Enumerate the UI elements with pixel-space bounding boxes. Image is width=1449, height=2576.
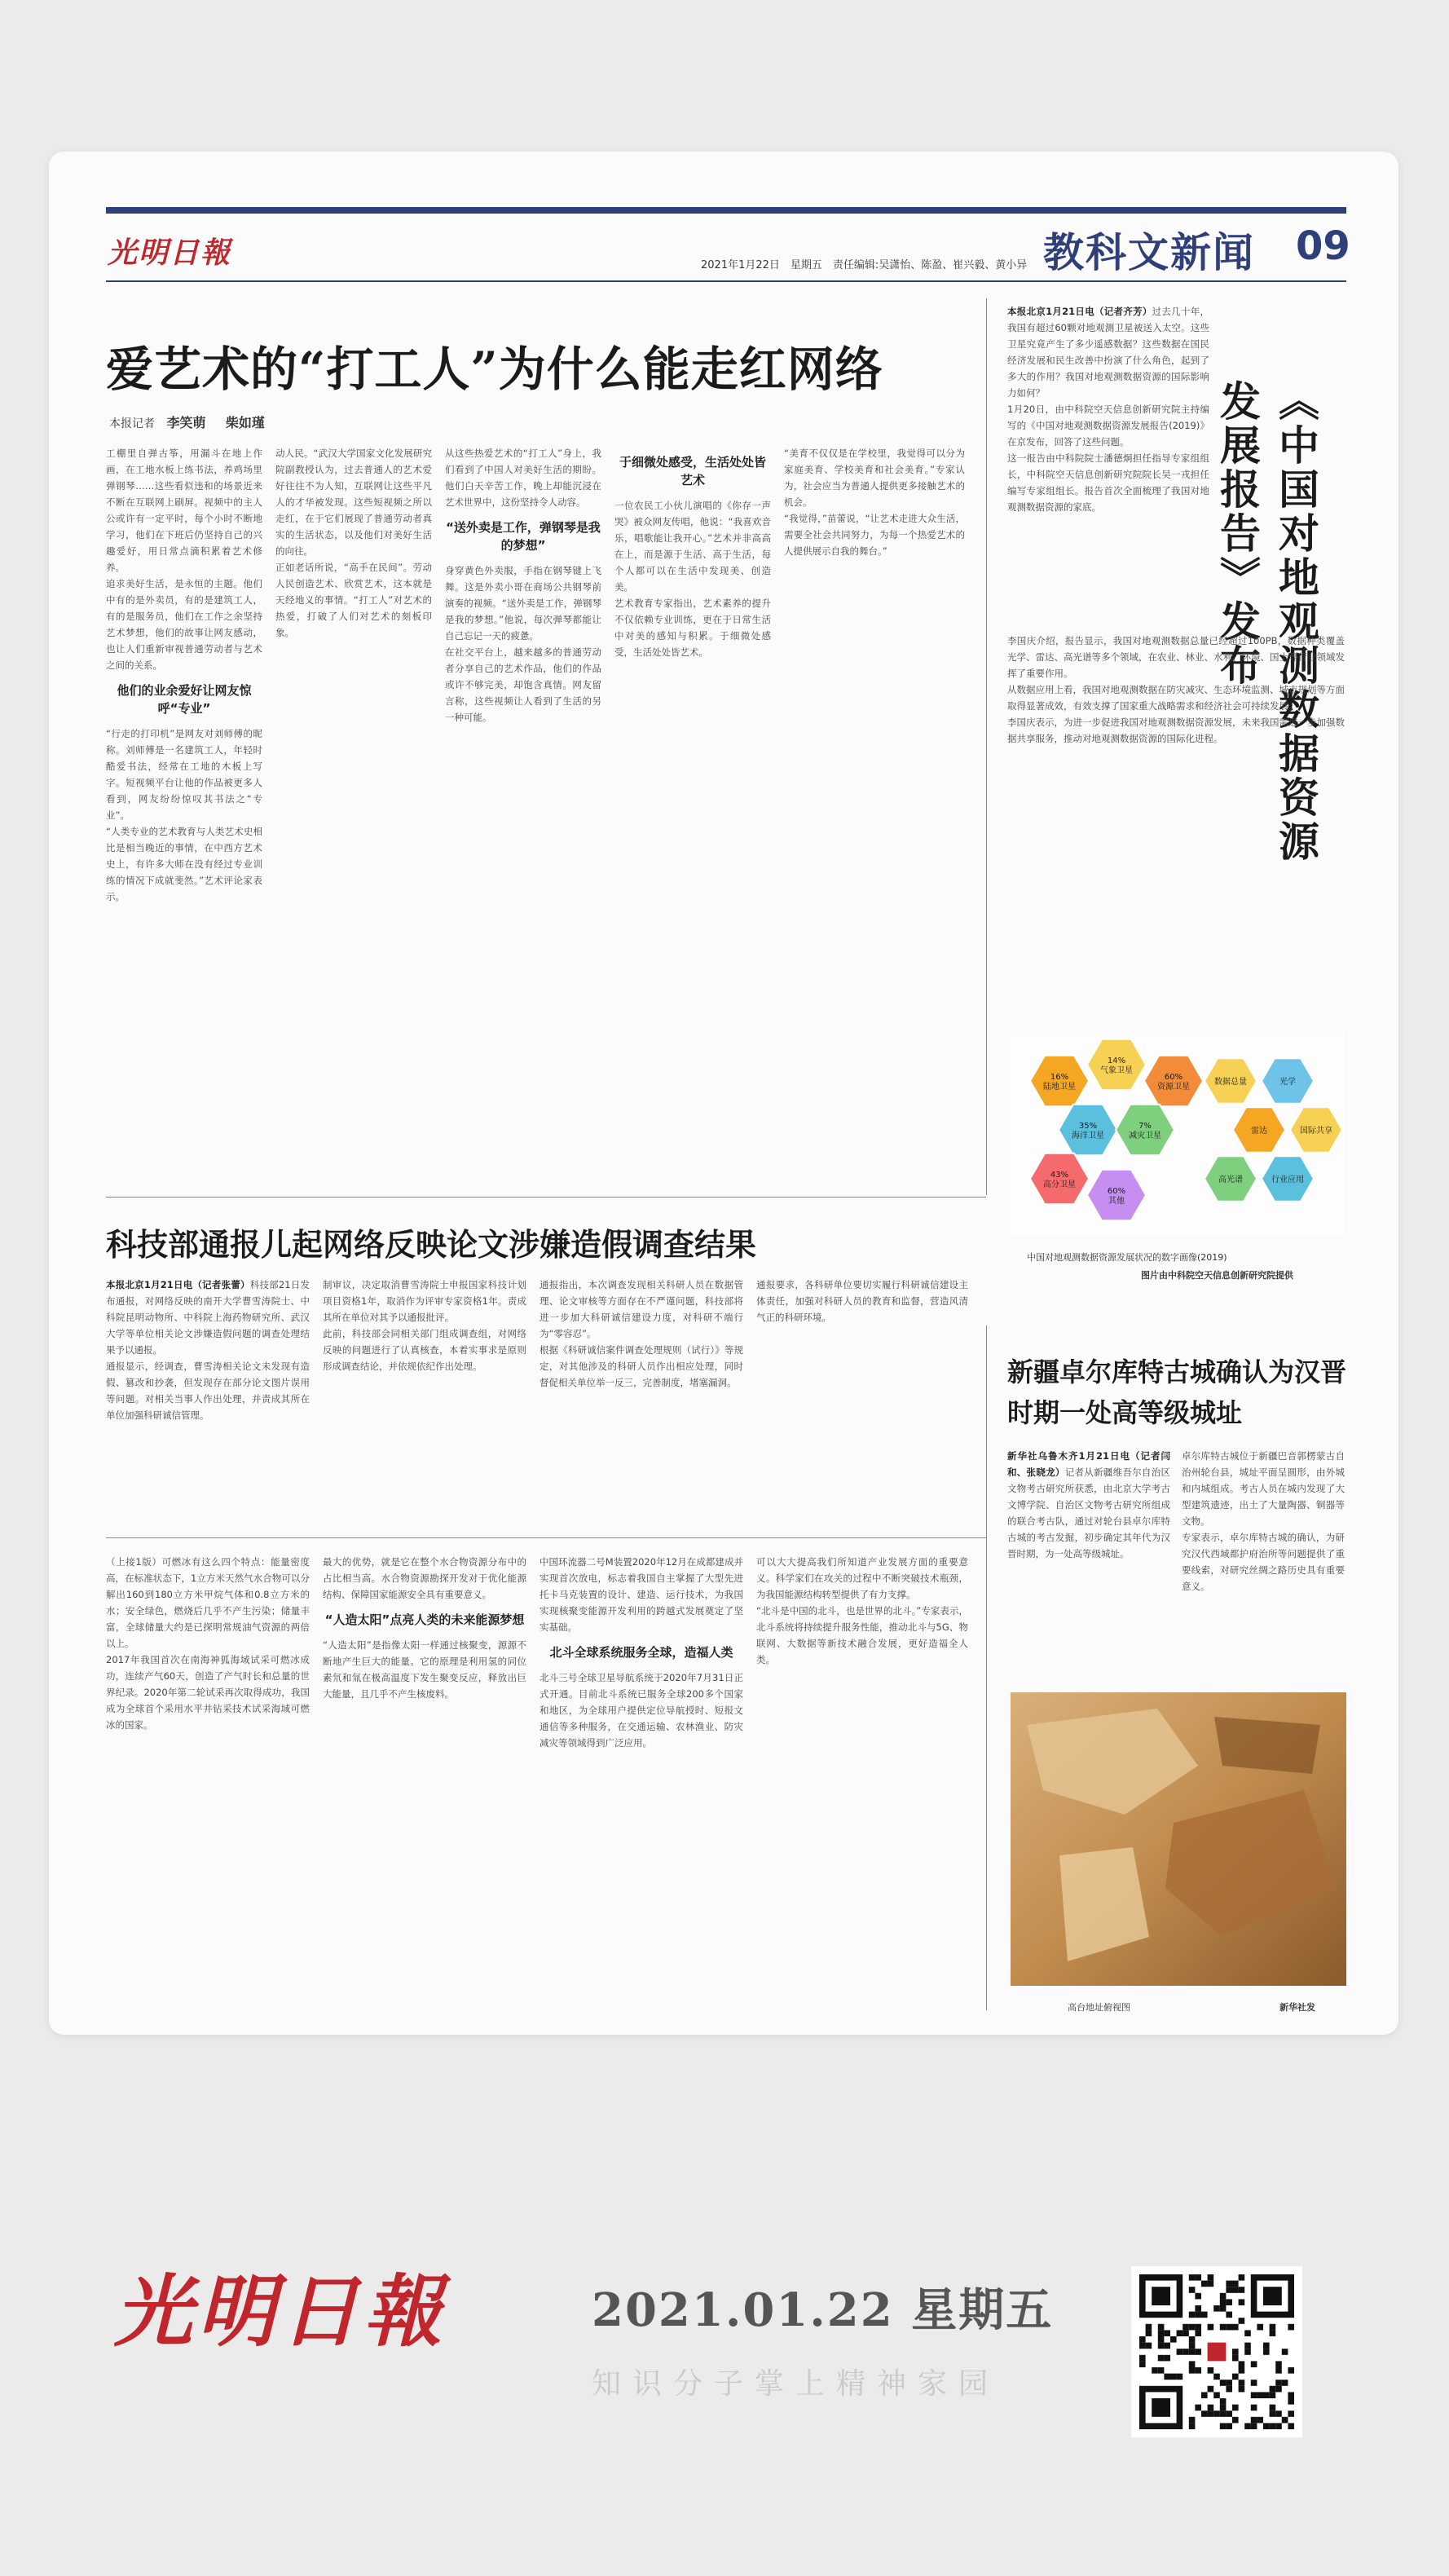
qr-module [1257,2417,1263,2424]
qr-module [1220,2324,1227,2331]
story2-lead-dateline: 本报北京1月21日电（记者齐芳） [1007,306,1152,317]
story3-column-3 [540,1277,743,1521]
qr-module [1158,2324,1165,2331]
qr-module [1208,2386,1214,2393]
qr-module [1275,2386,1282,2393]
qr-module [1189,2343,1196,2349]
paragraph: 李国庆介绍，报告显示，我国对地观测数据总量已经超过100PB，数据种类覆盖光学、雷达、高光谱等多个领域，在农业、林业、水利、环境、国土等行业领域发挥了重要作用。 [1007,635,1345,679]
qr-module [1275,2361,1282,2367]
story2-headline: 《中国对地观测数据资源发展报告》发布 [1213,380,1320,864]
qr-module [1189,2336,1196,2343]
author-name: 柴如瑾 [225,415,265,430]
qr-module [1270,2411,1276,2417]
story2-infographic [1011,1032,1345,1236]
qr-module [1220,2299,1227,2305]
qr-module [1189,2361,1196,2367]
paragraph: 通报要求，各科研单位要切实履行科研诚信建设主体责任，加强对科研人员的教育和监督，营造风清气正的科研环境。 [756,1279,968,1323]
qr-module [1195,2305,1201,2312]
story4-column-2 [1182,1448,1345,1684]
infographic-hex-right-label: 光学 [1279,1078,1296,1087]
qr-module [1189,2349,1196,2355]
story4-photo [1011,1692,1346,1986]
infographic-hex-right-label: 国际共享 [1300,1127,1332,1136]
story1-column-5 [784,445,965,1162]
qr-module [1232,2281,1239,2287]
qr-module [1146,2324,1152,2331]
story1-byline [109,412,273,431]
paragraph: 卓尔库特古城位于新疆巴音郭楞蒙古自治州轮台县，城址平面呈圆形，由外城和内城组成。考古人员在城内发现了大型建筑遗迹，出土了大量陶器、铜器等文物。 [1182,1450,1345,1527]
qr-code[interactable] [1131,2266,1302,2437]
qr-module [1226,2380,1232,2386]
qr-module [1177,2374,1183,2380]
infographic-hex-left-label: 海洋卫星 [1072,1131,1104,1140]
paragraph: “人造太阳”是指像太阳一样通过核聚变，源源不断地产生巨大的能量。它的原理是利用氢的同位素氘和氚在极高温度下发生聚变反应，释放出巨大能量，且几乎不产生核废料。 [323,1639,526,1700]
paragraph: 最大的优势，就是它在整个水合物资源分布中的占比相当高。水合物资源勘探开发对于优化能源结构、保障国家能源安全具有重要意义。 [323,1556,526,1600]
qr-module [1239,2361,1245,2367]
qr-module [1226,2324,1232,2331]
qr-module [1263,2349,1270,2355]
infographic-hex-right-label: 雷达 [1251,1127,1267,1136]
qr-module [1177,2349,1183,2355]
qr-module [1220,2398,1227,2405]
qr-module [1288,2367,1294,2374]
paragraph: “行走的打印机”是网友对刘师傅的昵称。刘师傅是一名建筑工人，年轻时酷爱书法，经常在工地的木板上写字。短视频平台让他的作品被更多人看到，网友纷纷惊叹其书法之“专业”。 [106,728,262,821]
qr-module [1213,2374,1220,2380]
qr-module [1275,2411,1282,2417]
qr-module [1270,2405,1276,2411]
masthead-dateline: 2021年1月22日 星期五 责任编辑:吴潇怡、陈盈、崔兴毅、黄小异 [701,259,1028,271]
byline-label: 本报记者 [109,417,155,430]
qr-module [1270,2392,1276,2398]
qr-pattern [1139,2274,1294,2429]
infographic-hex-left-label: 43% [1050,1171,1069,1180]
qr-module [1195,2274,1201,2281]
photo-caption: 高台地址俯视图 [1068,2002,1130,2013]
author-name: 李笑萌 [166,415,206,430]
qr-module [1263,2392,1270,2398]
infographic-hex-left-label: 陆地卫星 [1043,1083,1076,1092]
paragraph: 专家表示，卓尔库特古城的确认，为研究汉代西域都护府治所等问题提供了重要线索，对研究丝绸之路历史具有重要意义。 [1182,1532,1345,1592]
qr-module [1282,2349,1288,2355]
qr-module [1201,2411,1208,2417]
qr-module [1213,2305,1220,2312]
qr-module [1288,2411,1294,2417]
paragraph: 工棚里自弹古筝，用漏斗在地上作画，在工地水板上练书法，养鸡场里弹钢琴……这些看似违和的场景近来不断在互联网上刷屏。视频中的主人公或许有一定平时，每个小时不断地学习，他们在下班后仍坚持自己的兴趣爱好，用日常点滴积累着艺术修养。 [106,448,262,573]
qr-module [1164,2343,1170,2349]
qr-module [1195,2405,1201,2411]
story3-lead-dateline: 本报北京1月21日电（记者张蕾） [106,1279,250,1290]
qr-finder-core [1152,2287,1170,2305]
infographic-hex-left-label: 60% [1107,1187,1126,1196]
qr-module [1195,2367,1201,2374]
paragraph: 从数据应用上看，我国对地观测数据在防灾减灾、生态环境监测、城市规划等方面取得显著成效，有效支撑了国家重大战略需求和经济社会可持续发展。 [1007,684,1345,712]
qr-module [1232,2374,1239,2380]
qr-module [1189,2274,1196,2281]
qr-module [1275,2367,1282,2374]
qr-module [1220,2380,1227,2386]
paragraph: 追求美好生活，是永恒的主题。他们中有的是外卖员，有的是建筑工人，有的是服务员，他们在工作之余坚持艺术梦想，他们的故事让网友感动，也让人们重新审视普通劳动者与艺术之间的关系。 [106,578,262,671]
paragraph: “人类专业的艺术教育与人类艺术史相比是相当晚近的事情，在中西方艺术史上，有许多大师在没有经过专业训练的情况下成就斐然。”艺术评论家表示。 [106,826,262,902]
qr-module [1220,2405,1227,2411]
footer-date: 2021.01.22 星期五 [592,2283,1054,2337]
qr-module [1201,2281,1208,2287]
qr-module [1220,2305,1227,2312]
qr-module [1189,2367,1196,2374]
qr-module [1282,2380,1288,2386]
qr-module [1139,2361,1146,2367]
infographic-hex-left-label: 14% [1107,1056,1126,1065]
qr-module [1164,2330,1170,2336]
qr-module [1270,2386,1276,2393]
infographic-hex-left-label: 35% [1078,1122,1098,1131]
infographic-hex-right-label: 数据总量 [1214,1078,1247,1087]
qr-module [1232,2287,1239,2293]
qr-module [1139,2343,1146,2349]
qr-module [1220,2411,1227,2417]
story1-subhead-1: 他们的业余爱好让网友惊呼“专业” [117,683,252,716]
qr-module [1226,2299,1232,2305]
ruin-pit [1214,1717,1320,1774]
qr-module [1270,2423,1276,2429]
qr-module [1158,2336,1165,2343]
qr-module [1232,2324,1239,2331]
qr-module [1239,2367,1245,2374]
qr-module [1139,2336,1146,2343]
story1-column-3 [445,445,601,1162]
qr-module [1201,2392,1208,2398]
qr-module [1244,2343,1251,2349]
qr-module [1232,2417,1239,2424]
qr-finder-core [1263,2287,1282,2305]
qr-module [1226,2281,1232,2287]
story1-headline: 爱艺术的“打工人”为什么能走红网络 [106,342,883,397]
story4-column-1 [1007,1448,1170,1684]
qr-module [1251,2417,1257,2424]
qr-module [1164,2355,1170,2362]
qr-module [1288,2423,1294,2429]
paragraph: 中国环流器二号M装置2020年12月在成都建成并实现首次放电，标志着我国自主掌握了大型先进托卡马克装置的设计、建造、运行技术，为我国实现核聚变能源开发利用的跨越式发展奠定了坚实基础。 [540,1556,743,1633]
infographic-hex-left-label: 7% [1138,1122,1152,1131]
story4-lead-dateline: 新华社乌鲁木齐1月21日电（记者闫和、张晓龙） [1007,1450,1170,1478]
column-divider [986,1325,987,2010]
paragraph: 从这些热爱艺术的“打工人”身上，我们看到了中国人对美好生活的期盼。他们白天辛苦工作，晚上却能沉浸在艺术世界中，这份坚持令人动容。 [445,448,601,508]
qr-module [1208,2405,1214,2411]
qr-module [1146,2330,1152,2336]
story5-subhead-2: 北斗全球系统服务全球，造福人类 [549,1645,733,1660]
qr-module [1282,2417,1288,2424]
qr-module [1152,2367,1158,2374]
qr-finder-core [1152,2398,1170,2417]
section-title: 教科文新闻 [1043,228,1255,276]
story2-body [1007,633,1345,1016]
photo-credit: 新华社发 [1279,2002,1315,2013]
qr-module [1164,2374,1170,2380]
qr-module [1263,2423,1270,2429]
paragraph: 在社交平台上，越来越多的普通劳动者分享自己的艺术作品，他们的作品或许不够完美，却饱含真情。网友留言称，这些视频让人看到了生活的另一种可能。 [445,646,601,723]
qr-module [1220,2423,1227,2429]
paragraph: 李国庆表示，为进一步促进我国对地观测数据资源发展，未来我国需进一步加强数据共享服务，推动对地观测数据资源的国际化进程。 [1007,717,1345,744]
story5-column-4 [756,1554,968,2010]
infographic-hex-right-label: 高光谱 [1218,1176,1243,1184]
paragraph: 北斗三号全球卫星导航系统于2020年7月31日正式开通。目前北斗系统已服务全球200多个国家和地区，为全球用户提供定位导航授时、短报文通信等多种服务，在交通运输、农林渔业、防灾减灾等领域得到广泛应用。 [540,1672,743,1749]
footer-slogan: 知识分子掌上精神家园 [592,2367,1000,2401]
qr-module [1288,2392,1294,2398]
qr-module [1189,2324,1196,2331]
qr-module [1213,2411,1220,2417]
qr-module [1158,2343,1165,2349]
qr-module [1189,2423,1196,2429]
paragraph: 根据《科研诚信案件调查处理规则（试行）》等规定，对其他涉及的科研人员作出相应处理，同时督促相关单位举一反三，完善制度，堵塞漏洞。 [540,1344,743,1388]
story5-column-3 [540,1554,743,2010]
qr-module [1275,2380,1282,2386]
qr-module [1208,2281,1214,2287]
column-divider [986,298,987,1195]
qr-module [1183,2324,1189,2331]
paragraph: “北斗是中国的北斗，也是世界的北斗。”专家表示，北斗系统将持续提升服务性能，推动北斗与5G、物联网、大数据等新技术融合发展，更好造福全人类。 [756,1605,968,1665]
story1-column-4 [614,445,771,1162]
paragraph: 过去几十年，我国有超过60颗对地观测卫星被送入太空。这些卫星究竟产生了多少遥感数据？这些数据在国民经济发展和民生改善中扮演了什么角色，起到了多大的作用？我国对地观测数据资源的国际影响力如何？ [1007,306,1209,399]
paragraph: “美育不仅仅是在学校里，我觉得可以分为家庭美育、学校美育和社会美育。”专家认为，社会应当为普通人提供更多接触艺术的机会。 [784,448,965,508]
qr-module [1195,2324,1201,2331]
qr-module [1208,2367,1214,2374]
qr-module [1208,2274,1214,2281]
infographic-caption: 中国对地观测数据资源发展状况的数字画像(2019) [1027,1252,1227,1263]
qr-module [1195,2330,1201,2336]
story3-column-1 [106,1277,310,1521]
infographic-hex-left-label: 资源卫星 [1157,1083,1190,1092]
page-number: 09 [1296,223,1350,269]
qr-module [1244,2423,1251,2429]
paragraph: 一位农民工小伙儿演唱的《你存一声哭》被众网友传唱，他说：“我喜欢音乐，唱歌能让我开心。”艺术并非高高在上，而是源于生活、高于生活，每个人都可以在生活中发现美、创造美。 [614,500,771,593]
qr-module [1239,2274,1245,2281]
qr-module [1270,2330,1276,2336]
story3-column-2 [323,1277,526,1521]
qr-module [1146,2343,1152,2349]
paragraph: 正如老话所说，“高手在民间”。劳动人民创造艺术、欣赏艺术，这本就是天经地义的事情。“打工人”对艺术的热爱，打破了人们对艺术的刻板印象。 [275,562,432,638]
qr-module [1158,2330,1165,2336]
qr-module [1195,2312,1201,2318]
qr-module [1170,2336,1177,2343]
qr-module [1275,2423,1282,2429]
qr-module [1270,2324,1276,2331]
paragraph: （上接1版）可燃冰有这么四个特点：能量密度高，在标准状态下，1立方米天然气水合物可以分解出160到180立方米甲烷气体和0.8立方米的水；安全绿色，燃烧后几乎不产生污染；储量丰富，全球储量大约是已探明常规油气资源的两倍以上。 [106,1556,310,1649]
infographic-hex-left-label: 60% [1164,1073,1183,1082]
qr-module [1257,2392,1263,2398]
paragraph: 制审议，决定取消曹雪涛院士申报国家科技计划项目资格1年，取消作为评审专家资格1年。责成其所在单位对其予以通报批评。 [323,1279,526,1323]
infographic-hex-left-label: 高分卫星 [1043,1180,1076,1189]
paragraph: 动人民。“武汉大学国家文化发展研究院副教授认为，过去普通人的艺术爱好往往不为人知，互联网让这些平凡人的才华被发现。这些短视频之所以走红，在于它们展现了普通劳动者真实的生活状态，以及他们对美好生活的向往。 [275,448,432,557]
qr-module [1201,2312,1208,2318]
qr-module [1195,2349,1201,2355]
qr-module [1183,2330,1189,2336]
infographic-hex-left-label: 16% [1050,1073,1069,1082]
section-divider [106,1197,986,1198]
infographic-hex-left-label: 减灾卫星 [1129,1131,1161,1140]
qr-module [1251,2361,1257,2367]
masthead-underline [106,280,1346,282]
story4-headline: 新疆卓尔库特古城确认为汉晋时期一处高等级城址 [1007,1356,1347,1428]
qr-module [1239,2299,1245,2305]
qr-module [1158,2355,1165,2362]
qr-module [1251,2405,1257,2411]
qr-module [1239,2287,1245,2293]
qr-module [1232,2405,1239,2411]
qr-module [1195,2293,1201,2300]
qr-module [1226,2411,1232,2417]
infographic-hex-left-label: 气象卫星 [1100,1066,1133,1075]
qr-module [1251,2392,1257,2398]
paragraph: 通报显示，经调查，曹雪涛相关论文未发现有造假、篡改和抄袭，但发现存在部分论文图片误用等问题。对相关当事人作出处理，并责成其所在单位加强科研诚信管理。 [106,1361,310,1421]
qr-module [1189,2417,1196,2424]
qr-module [1251,2423,1257,2429]
qr-module [1213,2392,1220,2398]
story2-lead-column [1007,303,1209,629]
story5-column-1 [106,1554,310,2010]
qr-module [1189,2312,1196,2318]
qr-module [1232,2349,1239,2355]
story1-column-1 [106,445,262,1162]
qr-module [1239,2318,1245,2324]
footer-logo: 光明日報 [114,2265,447,2358]
paragraph: 可以大大提高我们所知道产业发展方面的重要意义。科学家们在攻关的过程中不断突破技术瓶颈，为我国能源结构转型提供了有力支撑。 [756,1556,968,1600]
qr-module [1288,2324,1294,2331]
story1-column-2 [275,445,432,1162]
paragraph: “我觉得，”苗蕾说，“让艺术走进大众生活，需要全社会共同努力，为每一个热爱艺术的人提供展示自我的舞台。” [784,513,965,557]
paragraph: 此前，科技部会同相关部门组成调查组，对网络反映的问题进行了认真核查，本着实事求是原则形成调查结论，并依规依纪作出处理。 [323,1328,526,1372]
qr-module [1158,2367,1165,2374]
paragraph: 2017年我国首次在南海神狐海域试采可燃冰成功，连续产气60天，创造了产气时长和总量的世界纪录。2020年第二轮试采再次取得成功，我国成为全球首个采用水平井钻采技术试采海域可燃冰的国家。 [106,1654,310,1731]
story3-headline: 科技部通报儿起网络反映论文涉嫌造假调查结果 [106,1226,757,1263]
paragraph: 身穿黄色外卖服，手指在钢琴键上飞舞。这是外卖小哥在商场公共钢琴前演奏的视频。“送外卖是工作，弹钢琴是我的梦想。”他说，每次弹琴都能让自己忘记一天的疲惫。 [445,565,601,642]
qr-module [1139,2355,1146,2362]
masthead-rule [106,207,1346,214]
qr-module [1208,2324,1214,2331]
story5-subhead-1: “人造太阳”点亮人类的未来能源梦想 [324,1612,525,1627]
infographic-credit: 图片由中科院空天信息创新研究院提供 [1141,1270,1293,1281]
newspaper-page [49,152,1398,2035]
qr-module [1239,2386,1245,2393]
qr-module [1208,2411,1214,2417]
qr-module [1288,2398,1294,2405]
qr-module [1226,2312,1232,2318]
qr-module [1244,2349,1251,2355]
qr-module [1189,2287,1196,2293]
qr-module [1177,2330,1183,2336]
paragraph: 这一报告由中科院院士潘德炯担任指导专家组组长，中科院空天信息创新研究院院长吴一戎担任编写专家组组长。报告首次全面梳理了我国对地观测数据资源的家底。 [1007,452,1209,513]
qr-module [1257,2324,1263,2331]
qr-module [1244,2330,1251,2336]
paragraph: 通报指出，本次调查发现相关科研人员在数据管理、论文审核等方面存在不严谨问题，科技部将进一步加大科研诚信建设力度，对科研不端行为“零容忍”。 [540,1279,743,1339]
masthead-logo: 光明日報 [108,236,232,270]
qr-module [1226,2287,1232,2293]
qr-module [1239,2380,1245,2386]
infographic-hex-left-label: 其他 [1108,1197,1125,1206]
qr-module [1170,2374,1177,2380]
story5-column-2 [323,1554,526,2010]
paragraph: 记者从新疆维吾尔自治区文物考古研究所获悉，由北京大学考古文博学院、自治区文物考古研究所组成的联合考古队，通过对轮台县卓尔库特古城的考古发掘，初步确定其年代为汉晋时期，为一处高等级城址。 [1007,1467,1170,1559]
paragraph: 科技部21日发布通报，对网络反映的南开大学曹雪涛院士、中科院昆明动物所、中科院上海药物研究所、武汉大学等单位相关论文涉嫌造假问题的调查处理结果予以通报。 [106,1279,310,1356]
paragraph: 艺术教育专家指出，艺术素养的提升不仅依赖专业训练，更在于日常生活中对美的感知与积累。于细微处感受，生活处处皆艺术。 [614,598,771,658]
qr-module [1251,2380,1257,2386]
qr-module [1232,2355,1239,2362]
story1-subhead-3: 于细微处感受，生活处处皆艺术 [619,455,766,487]
qr-center-logo [1208,2343,1227,2362]
qr-module [1226,2386,1232,2393]
story1-subhead-2: “送外卖是工作，弹钢琴是我的梦想” [446,520,601,553]
qr-module [1263,2343,1270,2349]
story3-column-4 [756,1277,968,1521]
qr-module [1183,2349,1189,2355]
section-divider [106,1537,986,1538]
paragraph: 1月20日，由中科院空天信息创新研究院主持编写的《中国对地观测数据资源发展报告(2019)》在京发布，回答了这些问题。 [1007,404,1209,448]
infographic-hex-right-label: 行业应用 [1271,1176,1304,1184]
qr-module [1226,2423,1232,2429]
qr-module [1220,2293,1227,2300]
